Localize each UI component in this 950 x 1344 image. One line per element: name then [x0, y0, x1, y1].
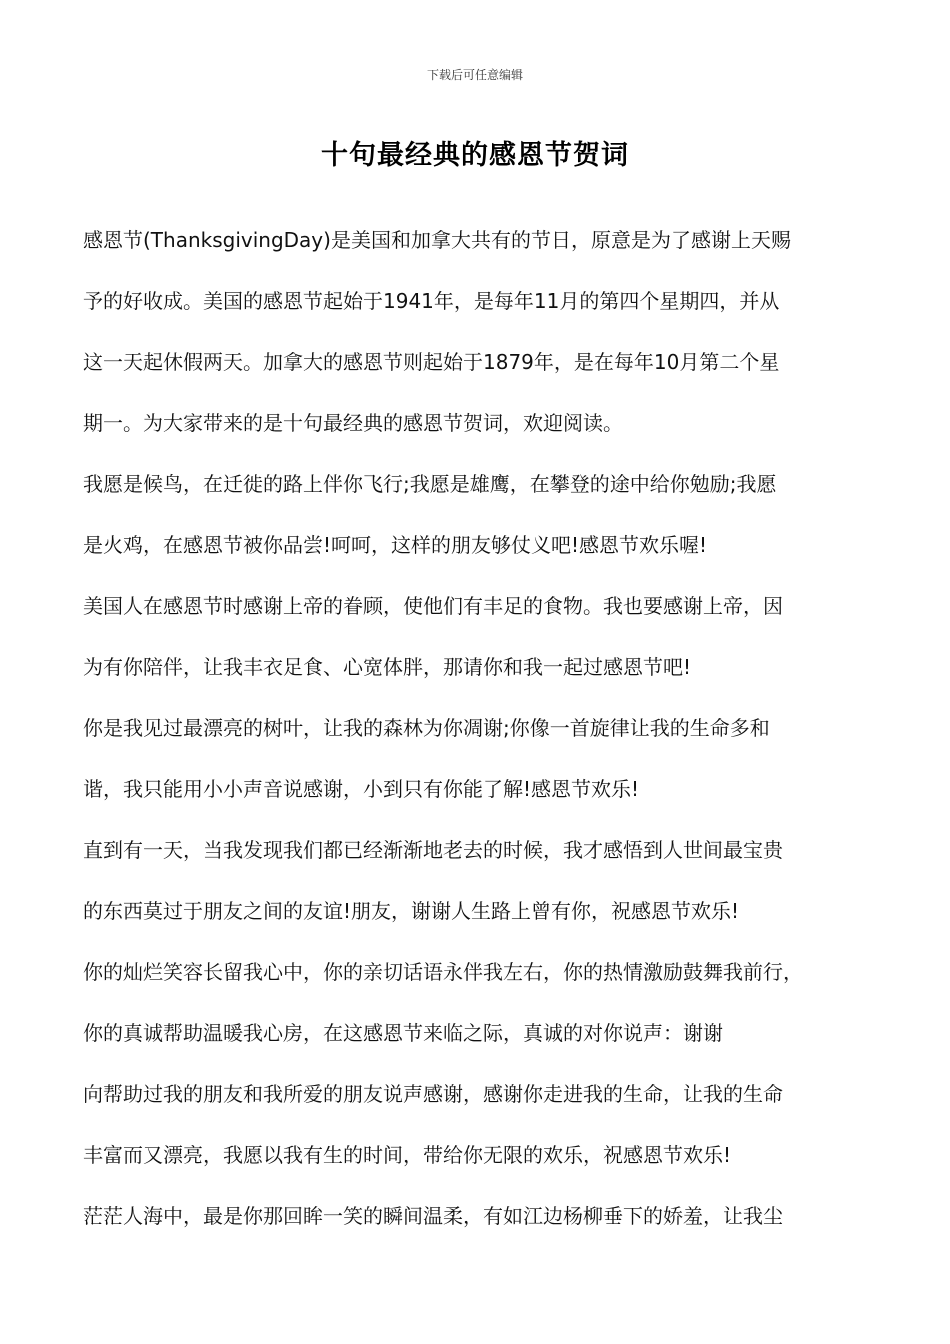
body-line: 美国人在感恩节时感谢上帝的眷顾，使他们有丰足的食物。我也要感谢上帝，因 [83, 594, 783, 618]
body-line: 是火鸡，在感恩节被你品尝!呵呵，这样的朋友够仗义吧!感恩节欢乐喔! [83, 533, 708, 557]
body-line: 你的灿烂笑容长留我心中，你的亲切话语永伴我左右，你的热情激励鼓舞我前行， [83, 960, 803, 984]
page-header-note: 下载后可任意编辑 [426, 68, 523, 82]
body-line: 丰富而又漂亮，我愿以我有生的时间，带给你无限的欢乐，祝感恩节欢乐! [83, 1143, 732, 1167]
body-line: 的东西莫过于朋友之间的友谊!朋友，谢谢人生路上曾有你，祝感恩节欢乐! [83, 899, 740, 923]
body-line: 我愿是候鸟，在迁徙的路上伴你飞行;我愿是雄鹰，在攀登的途中给你勉励;我愿 [83, 472, 777, 496]
body-line: 感恩节(ThanksgivingDay)是美国和加拿大共有的节日，原意是为了感谢上天赐 [83, 228, 791, 252]
body-line: 予的好收成。美国的感恩节起始于1941年，是每年11月的第四个星期四，并从 [83, 289, 780, 313]
document-title: 十句最经典的感恩节贺词 [321, 140, 629, 171]
body-line: 你的真诚帮助温暖我心房，在这感恩节来临之际，真诚的对你说声：谢谢 [83, 1021, 723, 1045]
body-line: 这一天起休假两天。加拿大的感恩节则起始于1879年，是在每年10月第二个星 [83, 350, 780, 374]
body-line: 直到有一天，当我发现我们都已经渐渐地老去的时候，我才感悟到人世间最宝贵 [83, 838, 783, 862]
body-line: 你是我见过最漂亮的树叶，让我的森林为你凋谢;你像一首旋律让我的生命多和 [83, 716, 770, 740]
body-line: 谐，我只能用小小声音说感谢，小到只有你能了解!感恩节欢乐! [83, 777, 640, 801]
body-line: 为有你陪伴，让我丰衣足食、心宽体胖，那请你和我一起过感恩节吧! [83, 655, 692, 679]
body-line: 茫茫人海中，最是你那回眸一笑的瞬间温柔，有如江边杨柳垂下的娇羞，让我尘 [83, 1204, 783, 1228]
body-line: 向帮助过我的朋友和我所爱的朋友说声感谢，感谢你走进我的生命，让我的生命 [83, 1082, 783, 1106]
document-body [83, 210, 883, 1247]
body-line: 期一。为大家带来的是十句最经典的感恩节贺词，欢迎阅读。 [83, 411, 623, 435]
